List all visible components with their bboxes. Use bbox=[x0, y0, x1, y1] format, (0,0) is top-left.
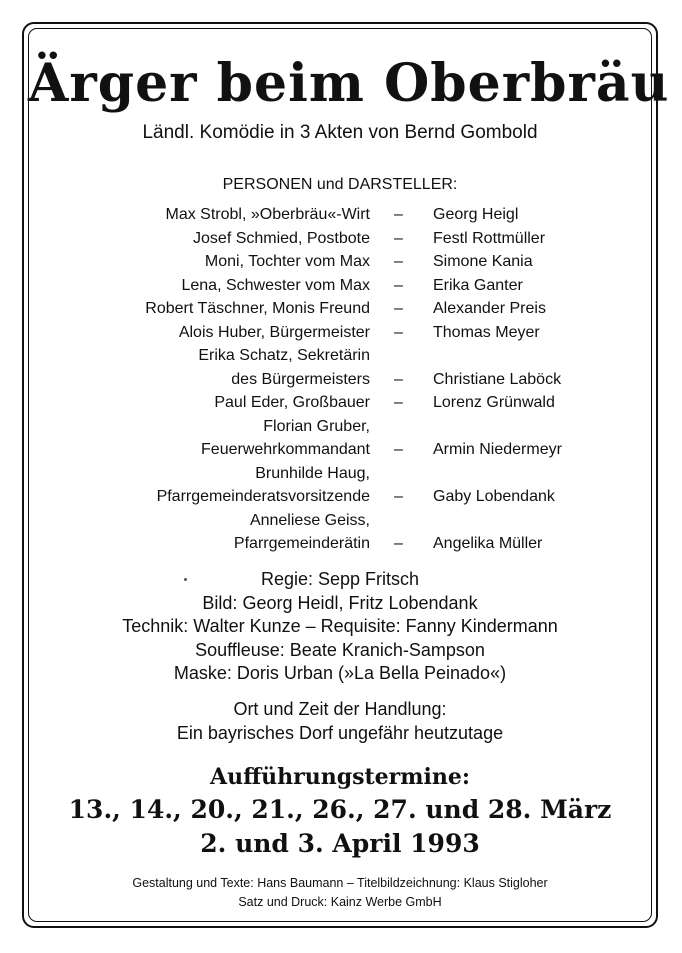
cast-actor: Lorenz Grünwald bbox=[433, 394, 555, 411]
setting-heading: Ort und Zeit der Handlung: bbox=[233, 699, 447, 719]
cast-dash: – bbox=[394, 229, 403, 247]
cast-actor: Georg Heigl bbox=[433, 206, 519, 223]
cast-row bbox=[28, 321, 652, 345]
cast-role-line: Josef Schmied, Postbote bbox=[193, 229, 370, 247]
cast-role-line: Pfarrgemeinderatsvorsitzende bbox=[156, 488, 370, 505]
cast-role-line: Max Strobl, »Oberbräu«-Wirt bbox=[165, 206, 370, 223]
cast-actor: Angelika Müller bbox=[433, 535, 543, 552]
cast-role bbox=[179, 321, 370, 345]
cast-role-line: Robert Täschner, Monis Freund bbox=[145, 300, 370, 317]
cast-actor: Alexander Preis bbox=[433, 300, 546, 317]
cast-role bbox=[157, 462, 370, 509]
cast-role bbox=[165, 203, 370, 227]
cast-actor: Gaby Lobendank bbox=[433, 488, 555, 505]
cast-row bbox=[28, 250, 652, 274]
cast-role bbox=[145, 297, 370, 321]
cast-row bbox=[28, 297, 652, 321]
cast-dash: – bbox=[394, 253, 403, 270]
crew-line: Bild: Georg Heidl, Fritz Lobendank bbox=[202, 592, 478, 613]
cast-role-line: Paul Eder, Großbauer bbox=[214, 394, 370, 411]
cast-role-line: Pfarrgemeinderätin bbox=[233, 535, 370, 552]
cast-dash: – bbox=[394, 276, 403, 294]
cast-role-line: Lena, Schwester vom Max bbox=[181, 276, 370, 294]
crew-line: Regie: Sepp Fritsch bbox=[260, 569, 420, 589]
cast-actor: Erika Ganter bbox=[433, 276, 523, 294]
cast-dash: – bbox=[394, 441, 403, 458]
performance-dates bbox=[28, 761, 652, 861]
cast-role bbox=[198, 344, 370, 391]
cast-actor: Festl Rottmüller bbox=[433, 229, 546, 247]
cast-role bbox=[181, 274, 370, 298]
cast-list bbox=[28, 203, 652, 556]
play-title: Ärger beim Oberbräu bbox=[28, 53, 670, 114]
cast-dash: – bbox=[394, 535, 403, 552]
cast-heading: PERSONEN und DARSTELLER: bbox=[222, 176, 458, 193]
cast-actor: Simone Kania bbox=[433, 253, 533, 270]
setting-section bbox=[28, 698, 652, 745]
play-subtitle: Ländl. Komödie in 3 Akten von Bernd Gombold bbox=[142, 122, 538, 143]
cast-role-line: des Bürgermeisters bbox=[231, 370, 370, 388]
cast-row bbox=[28, 274, 652, 298]
cast-row bbox=[28, 415, 652, 462]
cast-role-line: Florian Gruber, bbox=[263, 417, 370, 435]
cast-role bbox=[193, 227, 370, 251]
program-sheet bbox=[28, 28, 670, 922]
crew-list bbox=[28, 568, 652, 686]
cast-role-line: Anneliese Geiss, bbox=[249, 511, 370, 529]
cast-dash: – bbox=[394, 323, 403, 341]
cast-dash: – bbox=[394, 206, 403, 223]
cast-role bbox=[214, 391, 370, 415]
credits bbox=[28, 874, 652, 912]
dates-april: 2. und 3. April 1993 bbox=[200, 829, 480, 858]
cast-row bbox=[28, 203, 652, 227]
cast-role-line: Feuerwehrkommandant bbox=[201, 441, 370, 458]
cast-row bbox=[28, 344, 652, 391]
cast-role-line: Alois Huber, Bürgermeister bbox=[178, 323, 370, 341]
cast-actor: Christiane Laböck bbox=[433, 370, 562, 388]
cast-row bbox=[28, 462, 652, 509]
cast-role-line: Moni, Tochter vom Max bbox=[204, 253, 370, 270]
cast-role bbox=[201, 415, 370, 462]
cast-dash: – bbox=[394, 488, 403, 505]
cast-dash: – bbox=[394, 370, 403, 388]
dates-heading: Aufführungstermine: bbox=[210, 764, 470, 790]
cast-actor: Armin Niedermeyr bbox=[433, 441, 562, 458]
cast-role bbox=[234, 509, 370, 556]
crew-line: Maske: Doris Urban (»La Bella Peinado«) bbox=[173, 663, 507, 683]
cast-role bbox=[205, 250, 370, 274]
cast-dash: – bbox=[394, 394, 403, 411]
cast-role-line: Erika Schatz, Sekretärin bbox=[198, 347, 370, 364]
cast-row bbox=[28, 509, 652, 556]
crew-line: Souffleuse: Beate Kranich-Sampson bbox=[195, 639, 485, 660]
cast-row bbox=[28, 227, 652, 251]
credits-design: Gestaltung und Texte: Hans Baumann – Titelbildzeichnung: Klaus Stigloher bbox=[132, 876, 548, 890]
cast-actor: Thomas Meyer bbox=[433, 323, 540, 341]
crew-line: Technik: Walter Kunze – Requisite: Fanny Kindermann bbox=[122, 616, 558, 636]
credits-print: Satz und Druck: Kainz Werbe GmbH bbox=[238, 895, 442, 909]
cast-row bbox=[28, 391, 652, 415]
setting-text: Ein bayrisches Dorf ungefähr heutzutage bbox=[176, 722, 504, 743]
dates-march: 13., 14., 20., 21., 26., 27. und 28. März bbox=[68, 795, 612, 824]
cast-role-line: Brunhilde Haug, bbox=[255, 464, 370, 482]
cast-dash: – bbox=[394, 300, 403, 317]
